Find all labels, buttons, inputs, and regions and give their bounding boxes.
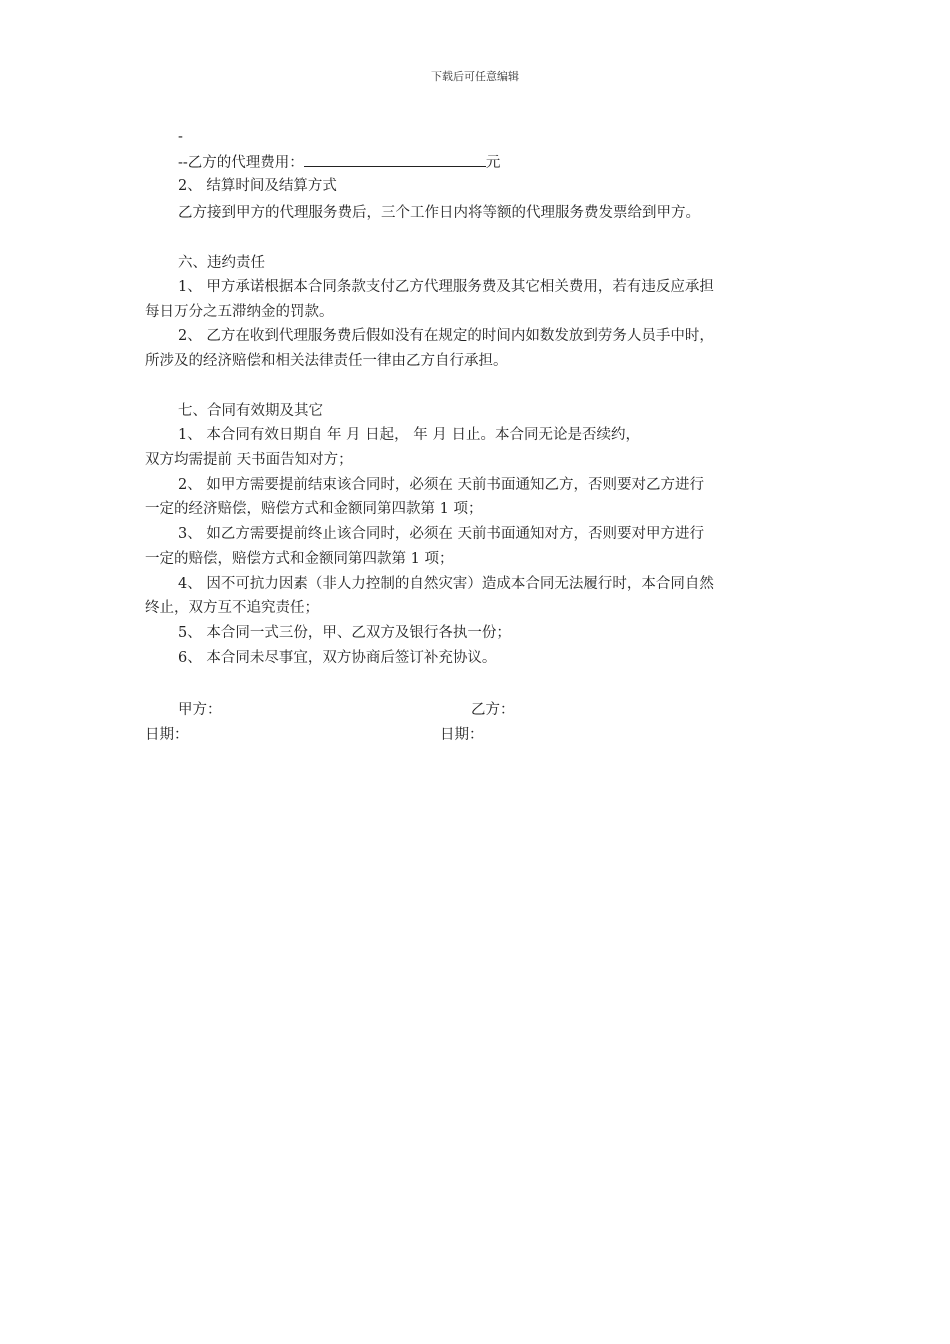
- agent-fee-unit: 元: [485, 155, 501, 171]
- agent-fee-blank: [304, 152, 486, 167]
- term-item-5: 5、 本合同一式三份，甲、乙双方及银行各执一份；: [178, 625, 511, 641]
- term-item-3-line-2: 一定的赔偿，赔偿方式和金额同第四款第 1 项；: [145, 551, 454, 567]
- dash-mark: -: [178, 129, 183, 145]
- term-item-4-line-1: 4、 因不可抗力因素（非人力控制的自然灾害）造成本合同无法履行时，本合同自然: [178, 576, 714, 592]
- term-item-3-line-1: 3、 如乙方需要提前终止该合同时，必须在 天前书面通知对方，否则要对甲方进行: [178, 526, 704, 542]
- liability-item-1-line-1: 1、 甲方承诺根据本合同条款支付乙方代理服务费及其它相关费用，若有违反应承担: [178, 279, 714, 295]
- agent-fee-label: --乙方的代理费用：: [178, 155, 304, 171]
- party-b-label: 乙方：: [471, 702, 515, 718]
- page-header: 下载后可任意编辑: [431, 70, 519, 83]
- party-a-date-label: 日期：: [145, 727, 189, 743]
- term-item-2-line-1: 2、 如甲方需要提前结束该合同时，必须在 天前书面通知乙方，否则要对乙方进行: [178, 477, 704, 493]
- liability-item-1-line-2: 每日万分之五滞纳金的罚款。: [145, 304, 334, 320]
- liability-item-2-line-1: 2、 乙方在收到代理服务费后假如没有在规定的时间内如数发放到劳务人员手中时，: [178, 328, 714, 344]
- settlement-title: 2、 结算时间及结算方式: [178, 178, 337, 194]
- section-7-title: 七、合同有效期及其它: [178, 403, 323, 419]
- term-item-4-line-2: 终止，双方互不追究责任；: [145, 600, 319, 616]
- term-item-1-line-2: 双方均需提前 天书面告知对方；: [145, 452, 353, 468]
- term-item-2-line-2: 一定的经济赔偿，赔偿方式和金额同第四款第 1 项；: [145, 501, 483, 517]
- settlement-text: 乙方接到甲方的代理服务费后，三个工作日内将等额的代理服务费发票给到甲方。: [178, 205, 700, 221]
- term-item-6: 6、 本合同未尽事宜，双方协商后签订补充协议。: [178, 650, 497, 666]
- party-b-date-label: 日期：: [440, 727, 484, 743]
- party-a-label: 甲方：: [178, 702, 222, 718]
- agent-fee-line: [178, 152, 805, 173]
- term-item-1-line-1: 1、 本合同有效日期自 年 月 日起， 年 月 日止。本合同无论是否续约，: [178, 427, 640, 443]
- liability-item-2-line-2: 所涉及的经济赔偿和相关法律责任一律由乙方自行承担。: [145, 353, 508, 369]
- section-6-title: 六、违约责任: [178, 255, 265, 271]
